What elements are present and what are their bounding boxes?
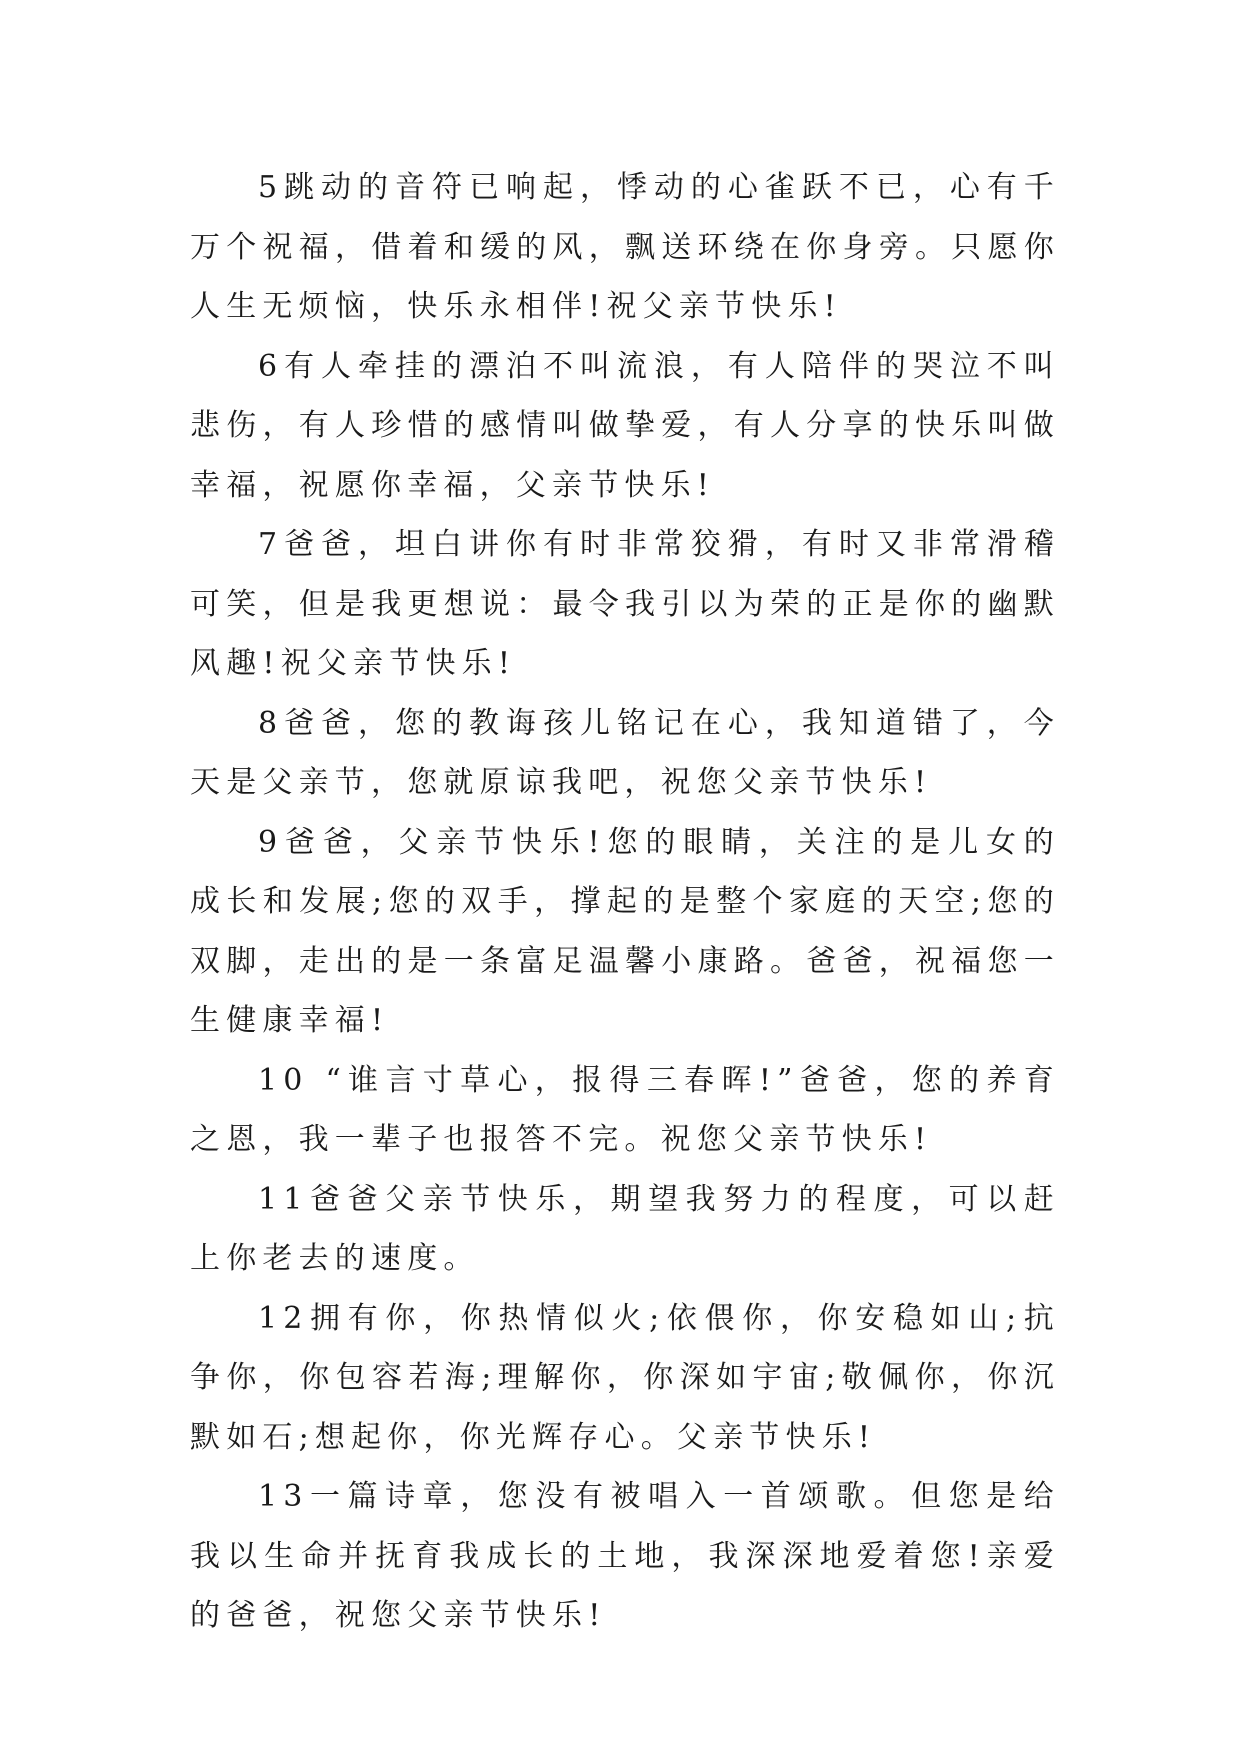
paragraph-13: 13一篇诗章，您没有被唱入一首颂歌。但您是给我以生命并抚育我成长的土地，我深深地爱着您!亲爱的爸爸，祝您父亲节快乐!	[190, 1479, 1060, 1633]
paragraph-8: 8爸爸，您的教诲孩儿铭记在心，我知道错了，今天是父亲节，您就原谅我吧，祝您父亲节快乐!	[190, 705, 1060, 800]
paragraph-5: 5跳动的音符已响起，悸动的心雀跃不已，心有千万个祝福，借着和缓的风，飘送环绕在你身旁。只愿你人生无烦恼，快乐永相伴!祝父亲节快乐!	[190, 170, 1060, 324]
paragraph-10: 10 “谁言寸草心，报得三春晖!”爸爸，您的养育之恩，我一辈子也报答不完。祝您父亲节快乐!	[190, 1062, 1060, 1157]
paragraph-9: 9爸爸，父亲节快乐!您的眼睛，关注的是儿女的成长和发展;您的双手，撑起的是整个家庭的天空;您的双脚，走出的是一条富足温馨小康路。爸爸，祝福您一生健康幸福!	[190, 824, 1060, 1038]
paragraph-11: 11爸爸父亲节快乐，期望我努力的程度，可以赶上你老去的速度。	[190, 1181, 1060, 1276]
paragraph-12: 12拥有你，你热情似火;依偎你，你安稳如山;抗争你，你包容若海;理解你，你深如宇宙;敬佩你，你沉默如石;想起你，你光辉存心。父亲节快乐!	[190, 1300, 1060, 1455]
paragraph-7: 7爸爸，坦白讲你有时非常狡猾，有时又非常滑稽可笑，但是我更想说：最令我引以为荣的正是你的幽默风趣!祝父亲节快乐!	[190, 527, 1060, 681]
document-body	[190, 158, 1060, 1646]
paragraph-6: 6有人牵挂的漂泊不叫流浪，有人陪伴的哭泣不叫悲伤，有人珍惜的感情叫做挚爱，有人分享的快乐叫做幸福，祝愿你幸福，父亲节快乐!	[190, 348, 1060, 503]
